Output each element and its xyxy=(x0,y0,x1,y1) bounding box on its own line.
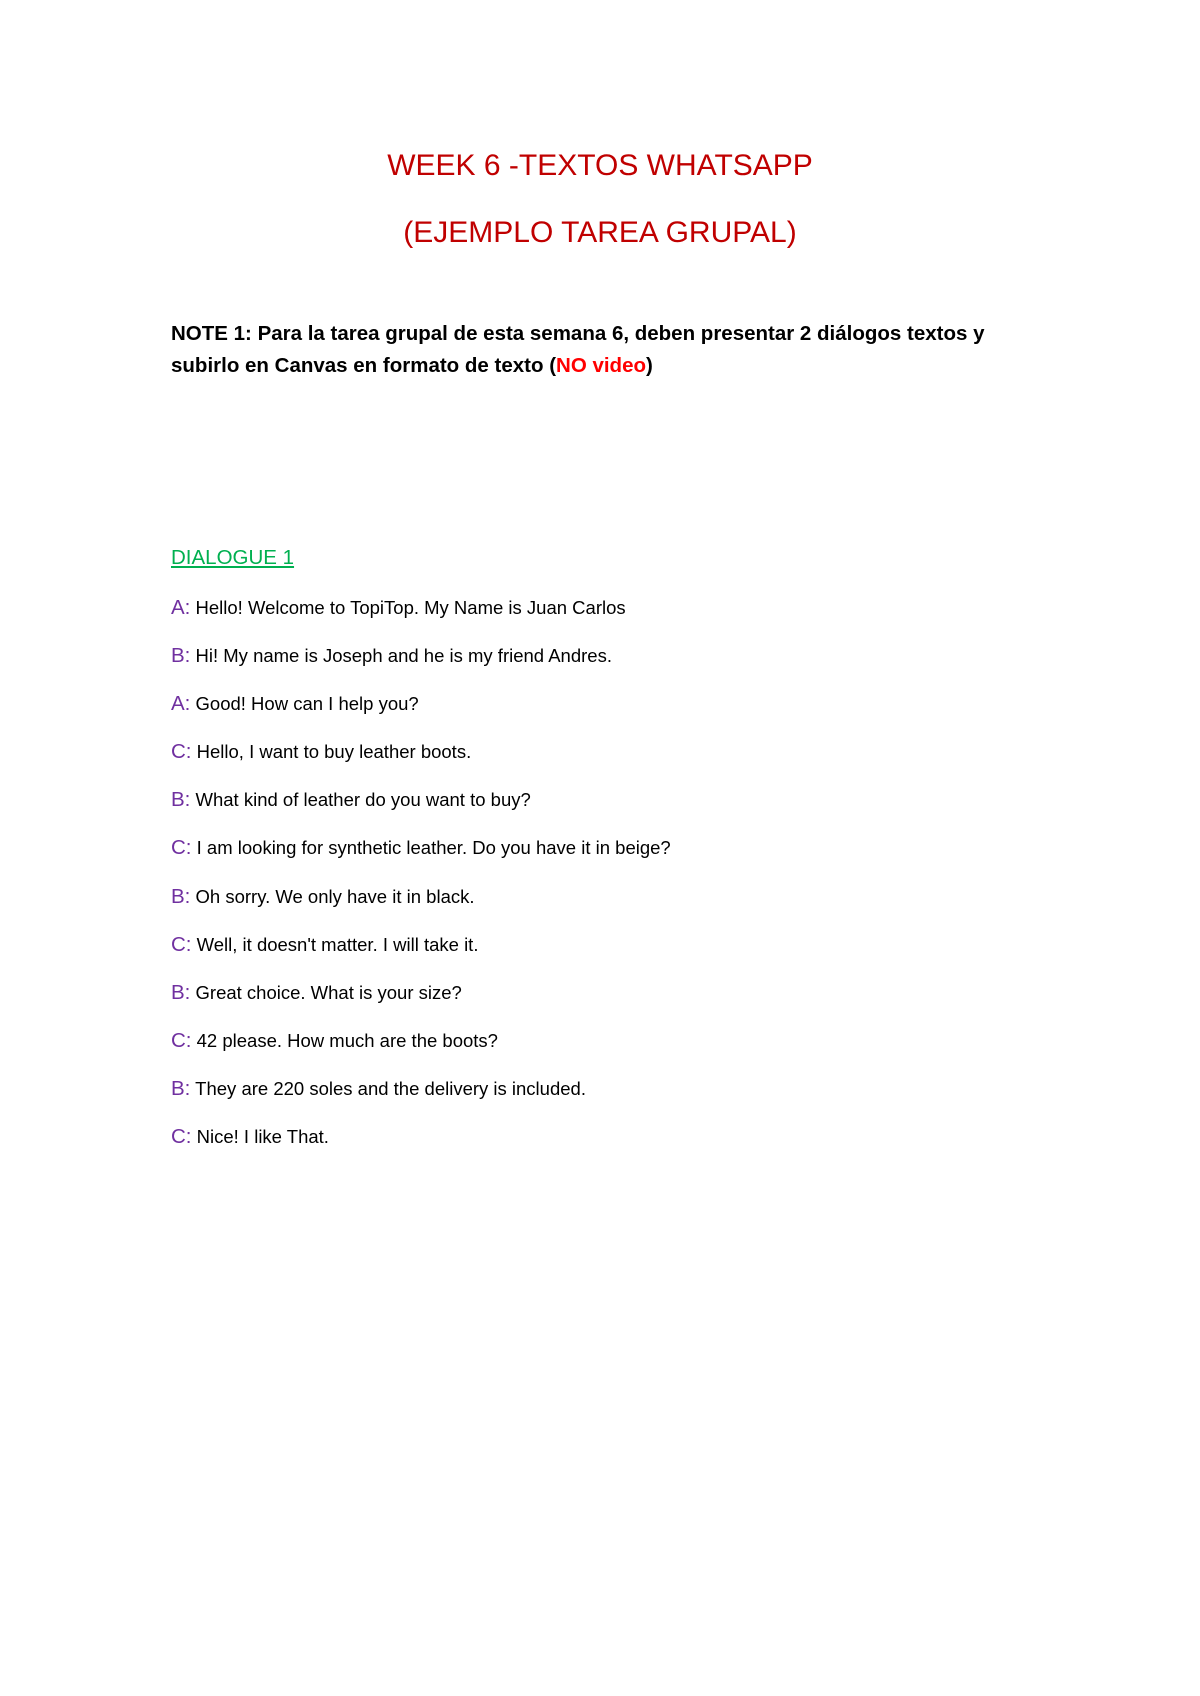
document-subtitle: (EJEMPLO TAREA GRUPAL) xyxy=(403,216,797,249)
dialogue-text: Nice! I like That. xyxy=(191,1126,329,1148)
dialogue-text: 42 please. How much are the boots? xyxy=(191,1029,498,1051)
dialogue-line xyxy=(171,883,1071,931)
speaker-label: B: xyxy=(171,884,191,908)
dialogue-line xyxy=(171,690,1071,738)
speaker-label: C: xyxy=(171,740,192,764)
dialogue-line xyxy=(171,979,1071,1027)
dialogue-line xyxy=(171,1123,1071,1171)
speaker-label: C: xyxy=(171,1125,192,1149)
dialogue-text: They are 220 soles and the delivery is included. xyxy=(190,1077,586,1099)
speaker-label: C: xyxy=(171,836,192,860)
dialogue-line xyxy=(171,1075,1071,1123)
dialogue-line xyxy=(171,642,1071,690)
dialogue-heading: DIALOGUE 1 xyxy=(171,546,295,569)
dialogue-text: Oh sorry. We only have it in black. xyxy=(190,885,475,907)
speaker-label: B: xyxy=(171,980,191,1004)
dialogue-text: Hello, I want to buy leather boots. xyxy=(191,741,472,763)
assignment-note xyxy=(171,318,1071,382)
dialogue-line xyxy=(171,1027,1071,1075)
speaker-label: C: xyxy=(171,1028,192,1052)
document-title: WEEK 6 -TEXTOS WHATSAPP xyxy=(387,149,813,182)
dialogue-text: Hello! Welcome to TopiTop. My Name is Juan Carlos xyxy=(190,597,626,618)
dialogue-text: I am looking for synthetic leather. Do you have it in beige? xyxy=(191,837,671,859)
note-line-1: NOTE 1: Para la tarea grupal de esta semana 6, deben presentar 2 diálogos textos y xyxy=(171,322,985,345)
speaker-label: C: xyxy=(171,932,192,956)
speaker-label: B: xyxy=(171,788,191,812)
dialogue-text: Good! How can I help you? xyxy=(190,693,419,715)
speaker-label: A: xyxy=(171,692,191,716)
note-line-2-suffix: ) xyxy=(646,354,653,377)
note-line-2-prefix: subirlo en Canvas en formato de texto ( xyxy=(171,354,557,377)
speaker-label: A: xyxy=(171,596,191,619)
dialogue-line xyxy=(171,786,1071,834)
dialogue-line xyxy=(171,834,1071,882)
dialogue-text: What kind of leather do you want to buy? xyxy=(190,789,531,811)
dialogue-list xyxy=(171,594,1071,1171)
speaker-label: B: xyxy=(171,1076,191,1100)
note-highlight: NO video xyxy=(556,354,647,377)
dialogue-line xyxy=(171,738,1071,786)
dialogue-text: Well, it doesn't matter. I will take it. xyxy=(191,933,479,955)
dialogue-text: Great choice. What is your size? xyxy=(190,981,462,1003)
speaker-label: B: xyxy=(171,644,191,668)
dialogue-line xyxy=(171,931,1071,979)
dialogue-text: Hi! My name is Joseph and he is my friend Andres. xyxy=(190,645,612,667)
dialogue-line xyxy=(171,594,1071,642)
note-line-2 xyxy=(171,350,1071,382)
